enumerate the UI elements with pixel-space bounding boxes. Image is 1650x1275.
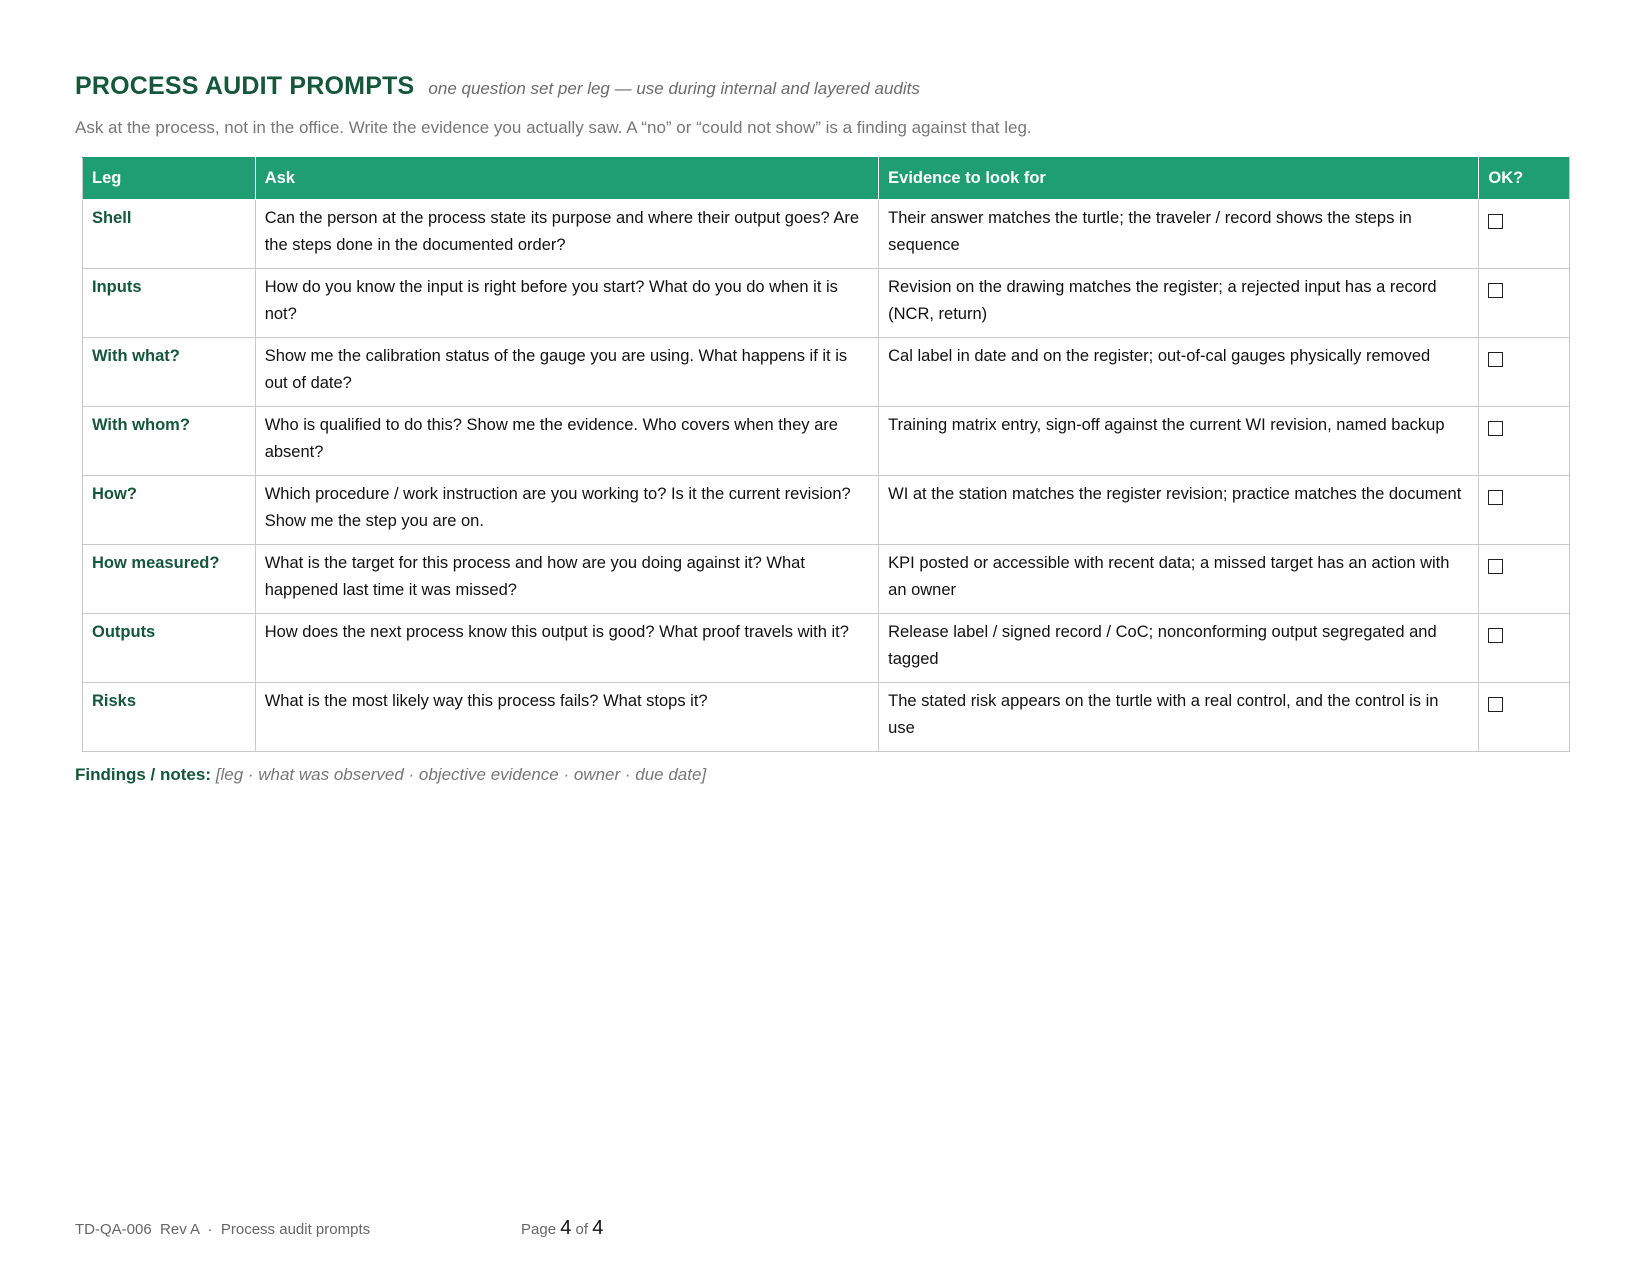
ask-cell: How do you know the input is right before you start? What do you do when it is not? — [255, 269, 878, 338]
table-row — [83, 200, 1570, 269]
leg-cell: How measured? — [83, 545, 256, 614]
ok-checkbox[interactable] — [1488, 697, 1503, 712]
table-row — [83, 269, 1570, 338]
table-row — [83, 683, 1570, 752]
leg-cell: With whom? — [83, 407, 256, 476]
ok-checkbox[interactable] — [1488, 214, 1503, 229]
table-row — [83, 476, 1570, 545]
ok-checkbox[interactable] — [1488, 490, 1503, 505]
leg-cell: How? — [83, 476, 256, 545]
footer-document-id: TD-QA-006 Rev A · Process audit prompts — [75, 1221, 371, 1238]
ask-cell: How does the next process know this output is good? What proof travels with it? — [255, 614, 878, 683]
leg-cell: Risks — [83, 683, 256, 752]
intro-text: Ask at the process, not in the office. Write the evidence you actually saw. A “no” or “could not show” is a finding against that leg. — [75, 118, 1032, 137]
page-current: 4 — [560, 1217, 572, 1239]
column-header-ask: Ask — [255, 158, 878, 200]
findings-placeholder: [leg · what was observed · objective evidence · owner · due date] — [215, 765, 707, 784]
ok-cell — [1479, 545, 1570, 614]
page-total: 4 — [592, 1217, 604, 1239]
of-word: of — [575, 1221, 589, 1238]
leg-cell: Inputs — [83, 269, 256, 338]
column-header-ok: OK? — [1479, 158, 1570, 200]
ok-cell — [1479, 269, 1570, 338]
audit-prompts-table — [82, 157, 1570, 752]
evidence-cell: Cal label in date and on the register; out-of-cal gauges physically removed — [879, 338, 1479, 407]
column-header-leg: Leg — [83, 158, 256, 200]
ok-cell — [1479, 200, 1570, 269]
ask-cell: Can the person at the process state its purpose and where their output goes? Are the steps done in the documented order? — [255, 200, 878, 269]
ok-checkbox[interactable] — [1488, 352, 1503, 367]
table-row — [83, 407, 1570, 476]
page-title: PROCESS AUDIT PROMPTS — [75, 72, 415, 100]
table-row — [83, 614, 1570, 683]
ok-checkbox[interactable] — [1488, 559, 1503, 574]
page-word: Page — [521, 1221, 557, 1238]
table-row — [83, 545, 1570, 614]
ok-checkbox[interactable] — [1488, 283, 1503, 298]
ok-cell — [1479, 683, 1570, 752]
table-header-row — [83, 158, 1570, 200]
column-header-evidence: Evidence to look for — [879, 158, 1479, 200]
ok-cell — [1479, 476, 1570, 545]
ok-cell — [1479, 407, 1570, 476]
evidence-cell: Revision on the drawing matches the register; a rejected input has a record (NCR, return) — [879, 269, 1479, 338]
ask-cell: Which procedure / work instruction are you working to? Is it the current revision? Show me the step you are on. — [255, 476, 878, 545]
table-row — [83, 338, 1570, 407]
ask-cell: What is the most likely way this process fails? What stops it? — [255, 683, 878, 752]
leg-cell: Shell — [83, 200, 256, 269]
evidence-cell: Their answer matches the turtle; the traveler / record shows the steps in sequence — [879, 200, 1479, 269]
ok-checkbox[interactable] — [1488, 421, 1503, 436]
page-heading — [75, 72, 920, 101]
ok-cell — [1479, 338, 1570, 407]
findings-label: Findings / notes: — [75, 765, 211, 784]
evidence-cell: Release label / signed record / CoC; nonconforming output segregated and tagged — [879, 614, 1479, 683]
ask-cell: Show me the calibration status of the gauge you are using. What happens if it is out of date? — [255, 338, 878, 407]
evidence-cell: The stated risk appears on the turtle with a real control, and the control is in use — [879, 683, 1479, 752]
leg-cell: With what? — [83, 338, 256, 407]
ok-cell — [1479, 614, 1570, 683]
footer-page-number — [521, 1217, 603, 1240]
ask-cell: Who is qualified to do this? Show me the evidence. Who covers when they are absent? — [255, 407, 878, 476]
evidence-cell: Training matrix entry, sign-off against the current WI revision, named backup — [879, 407, 1479, 476]
leg-cell: Outputs — [83, 614, 256, 683]
ok-checkbox[interactable] — [1488, 628, 1503, 643]
findings-notes — [75, 765, 706, 785]
ask-cell: What is the target for this process and how are you doing against it? What happened last time it was missed? — [255, 545, 878, 614]
page-subtitle: one question set per leg — use during internal and layered audits — [428, 79, 920, 98]
evidence-cell: WI at the station matches the register revision; practice matches the document — [879, 476, 1479, 545]
evidence-cell: KPI posted or accessible with recent data; a missed target has an action with an owner — [879, 545, 1479, 614]
